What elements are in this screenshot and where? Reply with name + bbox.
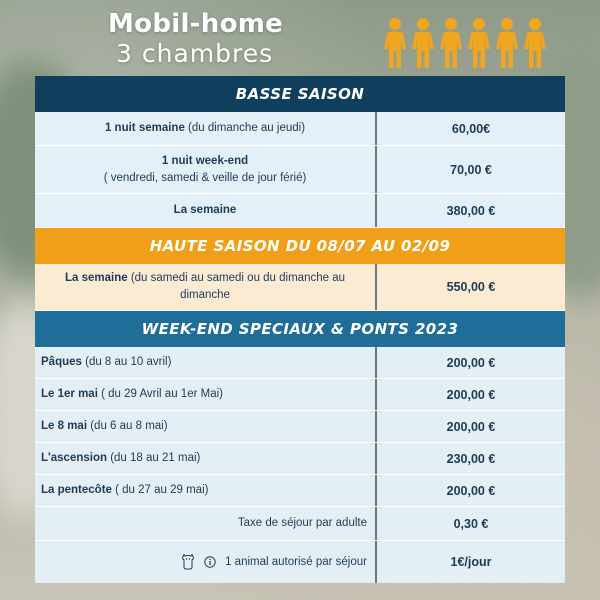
row-label-strong: 1 nuit semaine — [104, 122, 185, 134]
row-label — [35, 443, 377, 474]
row-label — [35, 112, 377, 145]
row-label-strong: 1 nuit week-end — [161, 154, 249, 167]
person-icon — [467, 17, 491, 69]
row-label — [35, 475, 377, 506]
row-label-strong: La semaine — [64, 272, 128, 284]
pet-label-cell — [35, 541, 377, 583]
capacity-icons — [383, 17, 548, 69]
row-label-detail: ( du 29 Avril au 1er Mai) — [97, 388, 223, 400]
person-icon — [383, 17, 407, 69]
row-price: 60,00€ — [451, 121, 491, 136]
person-icon — [495, 17, 519, 69]
pet-row — [35, 541, 565, 583]
row-price: 380,00 € — [446, 203, 496, 218]
price-row — [35, 379, 565, 411]
row-label-detail: (du 18 au 21 mai) — [107, 452, 201, 464]
price-row — [35, 112, 565, 146]
row-label-strong: Le 8 mai — [41, 420, 88, 432]
row-label-strong: La semaine — [173, 204, 237, 216]
page-header — [108, 8, 283, 68]
row-label-strong: L'ascension — [41, 452, 108, 464]
person-icon — [523, 17, 547, 69]
person-icon — [411, 17, 435, 69]
row-label-detail: ( vendredi, samedi & veille de jour férié) — [103, 171, 307, 184]
info-icon — [204, 556, 216, 568]
price-row — [35, 264, 565, 311]
row-label-strong: Le 1er mai — [41, 388, 98, 400]
tax-price: 0,30 € — [453, 516, 489, 531]
row-label-detail: (du dimanche au jeudi) — [184, 122, 306, 134]
page-subtitle: 3 chambres — [116, 39, 274, 68]
row-label-detail: (du 6 au 8 mai) — [87, 420, 168, 432]
dog-icon — [181, 554, 195, 570]
row-label — [35, 264, 377, 310]
tax-row — [35, 507, 565, 541]
price-row — [35, 411, 565, 443]
price-row — [35, 194, 565, 228]
basse-saison-heading: BASSE SAISON — [35, 76, 565, 112]
price-row — [35, 475, 565, 507]
row-label-detail: (du samedi au samedi ou du dimanche au dimanche — [127, 272, 345, 301]
row-label — [35, 194, 377, 227]
pet-label: 1 animal autorisé par séjour — [225, 555, 367, 568]
pet-price: 1€/jour — [450, 555, 492, 569]
row-label — [35, 146, 377, 193]
person-icon — [439, 17, 463, 69]
row-label-strong: Pâques — [41, 356, 82, 368]
price-row — [35, 443, 565, 475]
price-row — [35, 347, 565, 379]
row-price: 200,00 € — [446, 355, 496, 370]
row-price: 70,00 € — [450, 162, 492, 177]
pricing-table — [35, 76, 565, 583]
row-label — [35, 379, 377, 410]
row-price: 200,00 € — [446, 483, 496, 498]
row-price: 200,00 € — [446, 387, 496, 402]
row-label — [35, 411, 377, 442]
row-price: 550,00 € — [446, 280, 496, 294]
weekends-heading: WEEK-END SPECIAUX & PONTS 2023 — [35, 311, 565, 347]
row-price: 230,00 € — [446, 451, 496, 466]
page-title: Mobil-home — [108, 9, 284, 39]
tax-label: Taxe de séjour par adulte — [35, 507, 377, 540]
row-label-detail: ( du 27 au 29 mai) — [111, 484, 209, 496]
row-label-detail: (du 8 au 10 avril) — [81, 356, 172, 368]
row-label-strong: La pentecôte — [41, 484, 112, 496]
row-price: 200,00 € — [446, 419, 496, 434]
row-label — [35, 347, 377, 378]
haute-saison-heading: HAUTE SAISON DU 08/07 AU 02/09 — [35, 228, 565, 264]
price-row — [35, 146, 565, 194]
